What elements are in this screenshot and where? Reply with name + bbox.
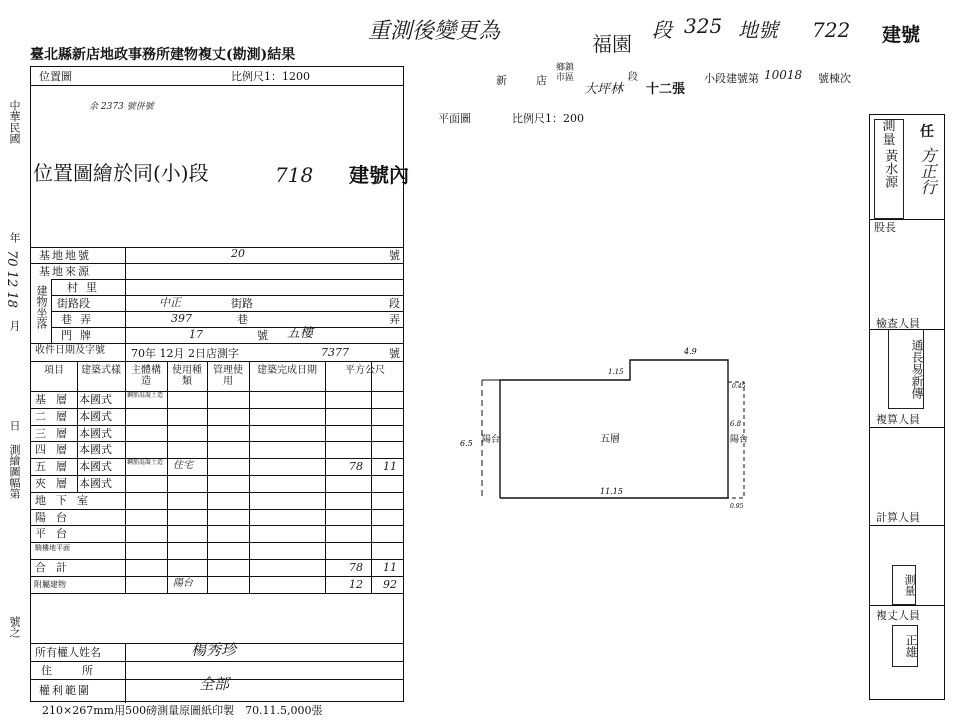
door-label: 門牌 (61, 329, 99, 342)
survey-form (30, 66, 409, 702)
alley-word: 巷 (237, 313, 248, 326)
floor-row-style: 本國式 (79, 426, 112, 440)
door-word: 號 (257, 329, 268, 342)
plan-dim-step: 1.15 (608, 368, 624, 376)
receipt-unit: 號 (389, 347, 400, 360)
rh-town-labels: 鄉鎮市區 (556, 63, 575, 83)
form-title: 臺北縣新店地政事務所建物複丈(勘測)結果 (30, 47, 296, 63)
alley-unit: 弄 (389, 313, 400, 326)
floor-row-label: 基層 (35, 393, 77, 406)
surveyor-seal (874, 119, 904, 219)
alley-label: 巷弄 (61, 313, 99, 326)
annex-use: 陽台 (173, 577, 193, 589)
owner-address-label: 住所 (41, 664, 123, 677)
total-dec: 11 (383, 561, 397, 574)
location-statement-tail: 建號內 (349, 163, 409, 187)
top-note-text: 重測後變更為 (368, 19, 501, 44)
margin-day: 日 (8, 420, 21, 431)
owner-name-label: 所有權人姓名 (35, 646, 101, 659)
floor-row-style: 本國式 (79, 443, 112, 457)
plan-right-balcony: 陽台 (730, 435, 749, 445)
floors-header-cell: 建築完成日期 (257, 365, 317, 376)
plan-scale: 比例尺1：200 (512, 112, 584, 125)
floors-header-cell: 建築式樣 (81, 365, 121, 376)
street-value: 中正 (159, 296, 181, 309)
rh-dian: 店 (536, 74, 547, 87)
location-map-header: 位置圖 (39, 70, 72, 83)
location-statement: 位置圖繪於同(小)段 (33, 161, 209, 185)
surveyor-seal-b: 量 (882, 133, 896, 149)
floor-plan (440, 330, 780, 530)
rh-small-section: 十二張 (646, 82, 686, 97)
recompute-label: 複算人員 (876, 413, 920, 426)
margin-top-text: 中華民國 (8, 100, 21, 144)
floor-row-struct: 鋼筋混凝土造 (127, 459, 164, 467)
floors-header-cell: 主體構造 (131, 365, 161, 387)
annex-dec: 92 (383, 577, 397, 591)
floor-row-label: 四層 (35, 443, 77, 457)
land-no-unit: 號 (389, 249, 400, 262)
floor-extra-label: 陽台 (35, 510, 77, 524)
margin-date: 70 12 18 (4, 250, 19, 308)
surveyor-side: 任 (920, 124, 934, 140)
footer-note: 210×267mm用500磅測量原圖紙印製 70.11.5,000張 (42, 704, 323, 717)
margin-month: 月 (8, 320, 21, 331)
stamp-label-1: 股長 (874, 221, 896, 234)
surveyor-seal-a: 測 (882, 119, 896, 134)
rh-tail2: 號棟次 (818, 72, 851, 85)
plan-dim-right-a: 6.8 (730, 420, 742, 428)
floors-header-cell: 使用種類 (172, 365, 202, 387)
owner-scope-value: 全部 (199, 675, 230, 693)
margin-sheet: 測繪圖幅第 (8, 444, 21, 499)
top-note-bldg-label: 建號 (882, 24, 921, 46)
location-map-note: 余 2373 號併號 (89, 102, 154, 112)
land-no-value: 20 (231, 247, 245, 260)
resurvey-label: 複丈人員 (876, 609, 920, 622)
land-no-label: 基地地號 (39, 249, 91, 262)
top-note-duan: 段 (652, 18, 672, 42)
plan-dim-corner: 0.95 (730, 503, 744, 510)
top-note-lot-label: 地號 (738, 18, 778, 42)
floor-row-struct: 鋼筋混凝土造 (127, 392, 164, 399)
village-label: 村里 (67, 281, 105, 294)
floor-row-area-int: 78 (349, 460, 363, 474)
floor-row-style: 本國式 (79, 477, 112, 490)
floor-extra-label: 平台 (35, 527, 77, 541)
plan-dim-top: 4.9 (684, 347, 697, 356)
floor-extra-label: 地下室 (35, 493, 98, 507)
resurvey-seal: 正雄 (892, 625, 918, 667)
floor-row-label: 三層 (35, 426, 77, 440)
door-value: 17 (189, 328, 203, 341)
top-note-lot-no: 325 (684, 14, 723, 38)
plan-dim-left: 6.5 (460, 439, 473, 448)
floor-row-use: 住宅 (173, 460, 193, 472)
floor-row-label: 夾層 (35, 477, 77, 490)
rh-bldg-no: 10018 (764, 68, 803, 82)
floor-value: 五樓 (287, 326, 314, 341)
receipt-label: 收件日期及字號 (35, 345, 105, 356)
floors-header-cell: 項目 (44, 365, 64, 376)
surveyor-seal-name: 黃水源 (882, 148, 898, 188)
floor-row-label: 二層 (35, 409, 77, 423)
receipt-no: 7377 (321, 346, 349, 359)
total-int: 78 (349, 561, 363, 574)
surveyor-sign: 方正行 (918, 147, 937, 195)
plan-left-balcony: 陽台 (482, 435, 501, 445)
location-group-label: 建物坐落 (35, 285, 48, 329)
floors-header-cell: 平方公尺 (345, 365, 385, 376)
plan-dim-bottom: 11.15 (600, 487, 623, 496)
floors-header-cell: 管理使用 (213, 365, 243, 387)
survey-seal: 測量 (892, 565, 916, 605)
street-unit: 段 (389, 297, 400, 310)
street-label: 街路段 (57, 297, 90, 310)
annex-label: 附屬建物 (34, 579, 66, 589)
floor-row-area-dec: 11 (383, 460, 397, 474)
street-word: 街路 (231, 297, 253, 310)
rh-duan: 段 (628, 72, 638, 83)
land-source-label: 基地來源 (39, 265, 91, 278)
owner-name-value: 楊秀珍 (191, 641, 237, 659)
floor-row-style: 本國式 (79, 409, 112, 423)
floor-row-style: 本國式 (79, 393, 112, 406)
location-statement-no: 718 (275, 163, 314, 187)
rh-tail: 小段建號第 (704, 72, 759, 85)
total-label: 合計 (35, 561, 77, 574)
annex-int: 12 (349, 577, 363, 591)
receipt-value: 70年 12月 2日店測字 (131, 347, 239, 360)
rh-section: 大坪林 (584, 82, 624, 97)
plan-label: 平面圖 (438, 112, 471, 125)
location-map-scale: 比例尺1：1200 (231, 70, 310, 83)
margin-year: 年 (8, 232, 21, 243)
floor-row-style: 本國式 (79, 460, 112, 474)
margin-no: 號之 (8, 616, 21, 638)
plan-floor-label: 五層 (600, 434, 620, 445)
plan-dim-right-b: 0.45 (732, 383, 746, 390)
check-label: 檢查人員 (876, 317, 920, 330)
floor-row-label: 五層 (35, 460, 77, 474)
plan-outline (500, 360, 728, 498)
top-note-area: 福園 (592, 32, 632, 56)
top-note-bldg-no: 722 (812, 18, 851, 42)
floor-extra-label: 騎樓地平面 (35, 544, 70, 553)
alley-value: 397 (171, 312, 192, 325)
owner-scope-label: 權利範圍 (39, 684, 91, 697)
rh-xin: 新 (496, 74, 507, 87)
check-seal: 通長易新傳 (888, 329, 924, 409)
stamp-column (869, 114, 945, 700)
compute-label: 計算人員 (876, 511, 920, 524)
